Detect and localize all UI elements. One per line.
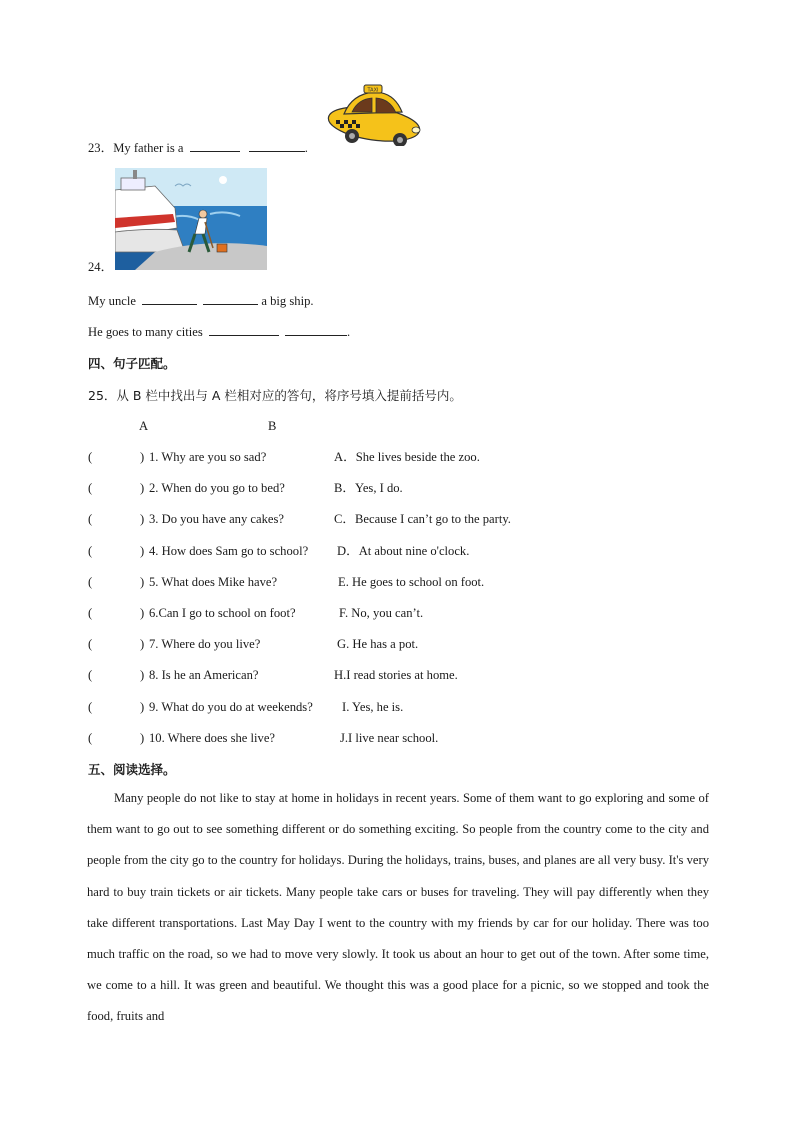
q23-text: 23．My father is a [88, 141, 184, 155]
answer-paren-close: ) [140, 512, 145, 527]
q24-line2-end: . [347, 325, 351, 339]
reading-passage-text: Many people do not like to stay at home in holidays in recent years. Some of them want to go exploring and some of them want to go out to see something different or do something exciting. So people from the country come to the city and people from the city go to the country for holidays. During the holidays, trains, buses, and planes are all very busy. It's very hard to buy train tickets or air tickets. Many people take cars or buses for traveling. They will pay differently when they take different transportations. Last May Day I went to the country with my friends by car for our holiday. There was too much traffic on the road, so we had to move very slowly. It took us about an hour to get out of the town. After some time, we come to a hill. It was green and beautiful. We thought this was a good place for a picnic, so we stopped and took the food, fruits and [87, 791, 709, 1024]
question-text: 8. Is he an American? [149, 668, 259, 683]
answer-option-text: A．She lives beside the zoo. [334, 450, 480, 464]
taxi-sign-text: TAXI [367, 87, 379, 94]
answer-paren-close: ) [140, 668, 145, 683]
question-text: 7. Where do you live? [149, 637, 261, 652]
answer-paren-close: ) [140, 543, 145, 558]
answer-paren-open[interactable]: ( [88, 543, 93, 558]
q23-blank-1[interactable] [190, 139, 240, 152]
question-text: 10. Where does she live? [149, 730, 276, 745]
q24-blank-4[interactable] [285, 323, 347, 336]
question-text: 5. What does Mike have? [149, 574, 278, 589]
q23-line [88, 139, 308, 156]
question-text: 1. Why are you so sad? [149, 450, 267, 464]
answer-option-text: B．Yes, I do. [334, 481, 403, 496]
reading-passage [87, 783, 709, 1033]
answer-option-text: J.I live near school. [340, 730, 439, 745]
answer-paren-close: ) [140, 730, 145, 745]
answer-paren-close: ) [140, 637, 145, 652]
column-b-label: B [268, 419, 277, 433]
section5-title: 五、阅读选择。 [88, 762, 176, 777]
answer-paren-close: ) [140, 450, 145, 464]
q24-blank-1[interactable] [142, 292, 197, 305]
question-text: 4. How does Sam go to school? [149, 543, 309, 558]
ship-cleaning-image [115, 168, 267, 270]
q23-blank-2[interactable] [249, 139, 305, 152]
section4-title: 四、句子匹配。 [88, 356, 176, 371]
question-text: 6.Can I go to school on foot? [149, 606, 296, 620]
answer-paren-close: ) [140, 481, 145, 496]
q24-line1-text-a: My uncle [88, 294, 136, 308]
column-a-label: A [139, 419, 149, 433]
q24-line-1 [88, 292, 314, 309]
answer-paren-close: ) [140, 574, 145, 589]
q23-end: . [304, 141, 308, 155]
answer-option-text: H.I read stories at home. [334, 668, 458, 683]
answer-paren-open[interactable]: ( [88, 606, 93, 620]
q24-line-2 [88, 323, 350, 340]
question-text: 3. Do you have any cakes? [149, 512, 284, 527]
answer-option-text: D．At about nine o'clock. [337, 543, 470, 558]
answer-paren-open[interactable]: ( [88, 450, 93, 464]
taxi-image [322, 84, 422, 146]
answer-paren-open[interactable]: ( [88, 512, 93, 527]
answer-paren-close: ) [140, 606, 145, 620]
answer-option-text: E. He goes to school on foot. [338, 574, 485, 589]
q25-instruction: 25．从 B 栏中找出与 A 栏相对应的答句，将序号填入提前括号内。 [88, 388, 462, 403]
answer-paren-open[interactable]: ( [88, 481, 93, 496]
q24-blank-2[interactable] [203, 292, 258, 305]
answer-option-text: F. No, you can’t. [339, 606, 424, 620]
question-text: 2. When do you go to bed? [149, 481, 285, 496]
answer-option-text: C．Because I can’t go to the party. [334, 512, 511, 527]
answer-option-text: I. Yes, he is. [342, 699, 404, 714]
answer-paren-open[interactable]: ( [88, 637, 93, 652]
answer-option-text: G. He has a pot. [337, 637, 419, 652]
answer-paren-open[interactable]: ( [88, 574, 93, 589]
answer-paren-open[interactable]: ( [88, 730, 93, 745]
answer-paren-close: ) [140, 699, 145, 714]
answer-paren-open[interactable]: ( [88, 699, 93, 714]
q24-blank-3[interactable] [209, 323, 279, 336]
q24-line1-text-b: a big ship. [261, 294, 314, 308]
question-text: 9. What do you do at weekends? [149, 699, 313, 714]
answer-paren-open[interactable]: ( [88, 668, 93, 683]
q24-line2-text-a: He goes to many cities [88, 325, 203, 339]
q24-number: 24． [88, 260, 114, 274]
